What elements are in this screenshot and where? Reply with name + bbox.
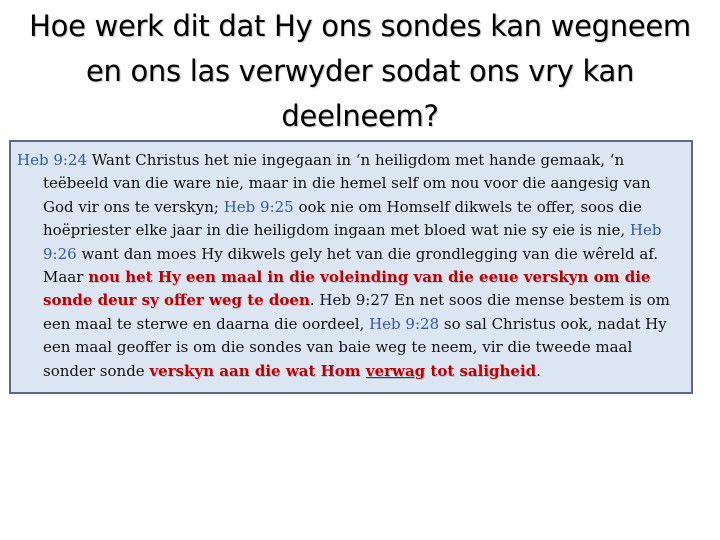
emphasis-text-2b-underlined: verwag <box>365 361 426 380</box>
verse-reference-heb-9-28: Heb 9:28 <box>369 314 440 333</box>
verse-text-25: ook nie om Homself dikwels te offer, soos die hoëpriester elke jaar in die heiligdom ingaan met bloed wat nie sy eie is nie, <box>43 197 642 240</box>
verse-text-28-end: . <box>536 361 541 380</box>
emphasis-text-2c: tot saligheid <box>425 361 537 380</box>
verse-reference-heb-9-27: Heb 9:27 <box>319 291 390 310</box>
title-line-3: deelneem? <box>281 99 439 133</box>
verse-text-24: Want Christus het nie ingegaan in ‘n heiligdom met hande gemaak, ‘n teëbeeld van die ware nie, maar in die hemel self om nou voor die aangesig van God vir ons te verskyn; <box>43 151 651 216</box>
emphasis-text-1: nou het Hy een maal in die voleinding van die eeue verskyn om die sonde deur sy offer weg te doen <box>43 268 651 310</box>
verse-text-26: want dan moes Hy dikwels gely het van die grondlegging van die wêreld af. Maar <box>43 244 659 287</box>
verse-text-27: En net soos die mense bestem is om een maal te sterwe en daarna die oordeel, <box>43 291 670 333</box>
slide-title <box>0 4 720 139</box>
title-line-1: Hoe werk dit dat Hy ons sondes kan wegneem <box>29 9 691 43</box>
title-line-2: en ons las verwyder sodat ons vry kan <box>85 54 635 88</box>
verse-reference-heb-9-25: Heb 9:25 <box>223 197 294 216</box>
verse-reference-heb-9-24: Heb 9:24 <box>17 151 88 169</box>
verse-text-26-end: . <box>309 291 320 310</box>
verse-reference-heb-9-26: Heb 9:26 <box>43 221 662 263</box>
scripture-passage-box <box>9 140 693 394</box>
verse-text-28: so sal Christus ook, nadat Hy een maal geoffer is om die sondes van baie weg te neem, vir die tweede maal sonder sonde <box>43 314 667 380</box>
emphasis-text-2a: verskyn aan die wat Hom <box>149 361 366 380</box>
